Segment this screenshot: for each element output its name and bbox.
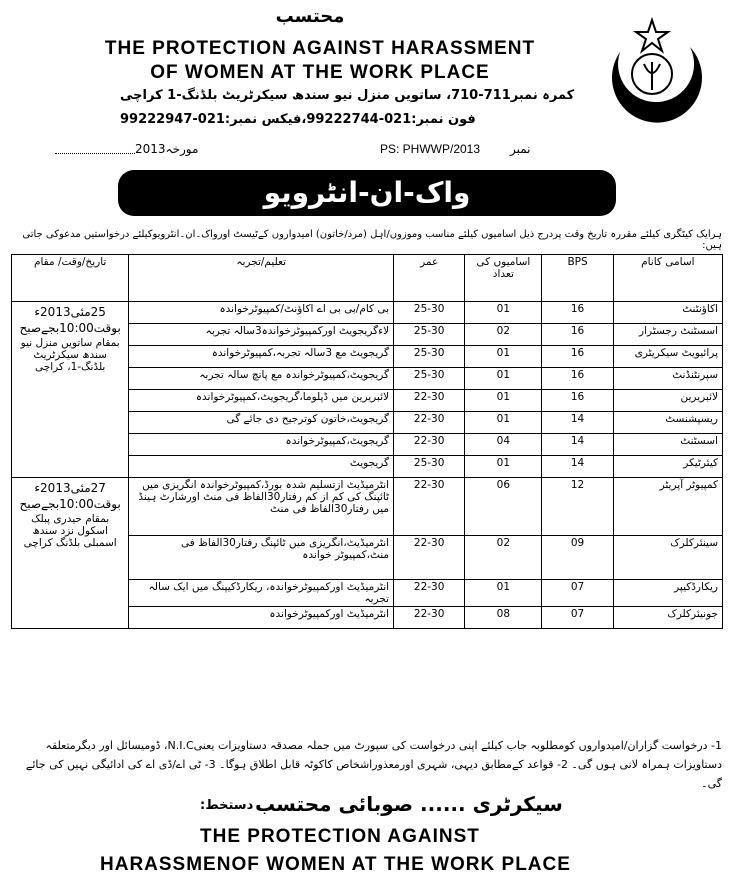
org-title-line2: OF WOMEN AT THE WORK PLACE bbox=[150, 62, 490, 83]
seats-cell: 01 bbox=[465, 368, 542, 390]
qualification-cell: انٹرمیڈیٹ اورکمپیوٹرخواندہ، ریکارڈکیپنگ میں ایک سالہ تجربہ bbox=[129, 580, 394, 607]
org-title-line1: THE PROTECTION AGAINST HARASSMENT bbox=[104, 38, 536, 59]
venue-place: بمقام ساتویں منزل نیو سندھ سیکرٹریٹ بلڈنگ-1، کراچی bbox=[20, 337, 120, 373]
notes-text: 1- درخواست گزاران/امیدواروں کومطلوبہ جاب کیلئے اپنی درخواست کی سپورٹ میں جملہ مصدقہ دستاویزات یعنیN.I.C، ڈومیسائل اور دیگرمتعلقہ دستاویزات ہمراہ لانی ہوں گی۔ 2- قواعد کےمطابق دیہی، شہری اورمعذوراشخاص کاکوٹہ قابل اطلاق ہوگا۔ 3- ٹی اے/ڈی اے کی ادائیگی نہیں کی جائے گی۔ bbox=[25, 739, 722, 790]
header-post: اسامی کانام bbox=[613, 255, 722, 302]
date-blank-line bbox=[55, 153, 135, 154]
post-name-cell: پرائیویٹ سیکریٹری bbox=[613, 346, 722, 368]
post-name-cell: ریسپشنسٹ bbox=[613, 412, 722, 434]
venue-date: 25مئی2013ء bbox=[34, 305, 106, 319]
address-urdu: کمرہ نمبر711-710، ساتویں منزل نیو سندھ سیکرٹریٹ بلڈنگ-1 کراچی bbox=[120, 88, 575, 103]
venue-cell-group1 bbox=[12, 302, 129, 478]
header-qualification: تعلیم/تجربہ bbox=[129, 255, 394, 302]
qualification-cell: گریجویٹ،کمپیوٹرخواندہ مع پانچ سالہ تجربہ bbox=[129, 368, 394, 390]
jobs-table bbox=[11, 254, 723, 629]
signature-label: دستخط: bbox=[200, 798, 254, 813]
venue-time: بوقت10:00بجےصبح bbox=[19, 497, 121, 511]
seats-cell: 01 bbox=[465, 580, 542, 607]
age-cell: 22-30 bbox=[394, 580, 465, 607]
qualification-cell: گریجویٹ،کمپیوٹرخواندہ bbox=[129, 434, 394, 456]
phone-fax-urdu: فون نمبر:021-99222744،فیکس نمبر:021-99222947 bbox=[120, 112, 476, 127]
bps-cell: 07 bbox=[542, 580, 613, 607]
qualification-cell: گریجویٹ bbox=[129, 456, 394, 478]
post-name-cell: کمپیوٹر آپریٹر bbox=[613, 478, 722, 536]
header-age: عمر bbox=[394, 255, 465, 302]
footer-org-line2: HARASSMENOF WOMEN AT THE WORK PLACE bbox=[100, 854, 571, 875]
seats-cell: 01 bbox=[465, 346, 542, 368]
post-name-cell: سینئرکلرک bbox=[613, 536, 722, 580]
bps-cell: 16 bbox=[542, 368, 613, 390]
reference-label-urdu: نمبر bbox=[510, 142, 531, 156]
table-row bbox=[12, 478, 723, 536]
bps-cell: 16 bbox=[542, 324, 613, 346]
header-seats: اسامیوں کی تعداد bbox=[465, 255, 542, 302]
venue-place: بمقام حیدری پبلک اسکول نزد سندھ اسمبلی بلڈنگ کراچی bbox=[23, 513, 117, 549]
table-row bbox=[12, 302, 723, 324]
government-emblem-icon bbox=[590, 12, 710, 132]
age-cell: 22-30 bbox=[394, 478, 465, 536]
age-cell: 22-30 bbox=[394, 412, 465, 434]
office-title-urdu: محتسب bbox=[275, 6, 345, 27]
venue-time: بوقت10:00بجےصبح bbox=[19, 321, 121, 335]
intro-text: ہرایک کیٹگری کیلئے مقررہ تاریخ وقت پردرج ذیل اسامیوں کیلئے مناسب وموزوں/اہل (مرد/خاتون) امیدواروں کےٹیسٹ اورواک۔ان۔انٹرویوکیلئے درخواستیں مدعوکی جاتی ہیں: bbox=[22, 229, 722, 251]
age-cell: 25-30 bbox=[394, 456, 465, 478]
age-cell: 22-30 bbox=[394, 536, 465, 580]
post-name-cell: اکاؤنٹنٹ bbox=[613, 302, 722, 324]
signatory-urdu: سیکرٹری ...... صوبائی محتسب bbox=[255, 792, 563, 816]
post-name-cell: لائبریرین bbox=[613, 390, 722, 412]
post-name-cell: جونیئرکلرک bbox=[613, 607, 722, 629]
age-cell: 22-30 bbox=[394, 390, 465, 412]
footer-org-line1: THE PROTECTION AGAINST bbox=[200, 826, 480, 847]
seats-cell: 04 bbox=[465, 434, 542, 456]
seats-cell: 01 bbox=[465, 412, 542, 434]
date-urdu: مورخہ2013 bbox=[135, 142, 199, 156]
bps-cell: 09 bbox=[542, 536, 613, 580]
bps-cell: 14 bbox=[542, 434, 613, 456]
age-cell: 25-30 bbox=[394, 324, 465, 346]
post-name-cell: ریکارڈکیپر bbox=[613, 580, 722, 607]
qualification-cell: بی کام/بی بی اے اکاؤنٹ/کمپیوٹرخواندہ bbox=[129, 302, 394, 324]
bps-cell: 12 bbox=[542, 478, 613, 536]
header-bps: BPS bbox=[542, 255, 613, 302]
seats-cell: 08 bbox=[465, 607, 542, 629]
venue-date: 27مئی2013ء bbox=[34, 481, 106, 495]
age-cell: 22-30 bbox=[394, 607, 465, 629]
bps-cell: 07 bbox=[542, 607, 613, 629]
reference-number: PS: PHWWP/2013 bbox=[380, 142, 481, 156]
header-date: تاریخ/وقت/ مقام bbox=[12, 255, 129, 302]
table-header-row bbox=[12, 255, 723, 302]
seats-cell: 01 bbox=[465, 302, 542, 324]
age-cell: 25-30 bbox=[394, 368, 465, 390]
bps-cell: 16 bbox=[542, 346, 613, 368]
seats-cell: 02 bbox=[465, 536, 542, 580]
post-name-cell: اسسٹنٹ رجسٹرار bbox=[613, 324, 722, 346]
qualification-cell: انٹرمیڈیٹ،انگریزی میں ٹائپنگ رفتار30الفاظ فی منٹ،کمپیوٹر خواندہ bbox=[129, 536, 394, 580]
qualification-cell: لاءگریجویٹ اورکمپیوٹرخواندہ3سالہ تجربہ bbox=[129, 324, 394, 346]
age-cell: 25-30 bbox=[394, 346, 465, 368]
bps-cell: 16 bbox=[542, 302, 613, 324]
bps-cell: 14 bbox=[542, 412, 613, 434]
qualification-cell: گریجویٹ مع 3سالہ تجربہ،کمپیوٹرخواندہ bbox=[129, 346, 394, 368]
seats-cell: 01 bbox=[465, 390, 542, 412]
seats-cell: 02 bbox=[465, 324, 542, 346]
seats-cell: 01 bbox=[465, 456, 542, 478]
post-name-cell: اسسٹنٹ bbox=[613, 434, 722, 456]
post-name-cell: سپرنٹنڈنٹ bbox=[613, 368, 722, 390]
seats-cell: 06 bbox=[465, 478, 542, 536]
qualification-cell: لائبریرین میں ڈپلوما،گریجویٹ،کمپیوٹرخواندہ bbox=[129, 390, 394, 412]
qualification-cell: انٹرمیڈیٹ اورکمپیوٹرخواندہ bbox=[129, 607, 394, 629]
venue-cell-group2 bbox=[12, 478, 129, 629]
walk-in-interview-banner: واک-ان-انٹرویو bbox=[118, 170, 616, 216]
age-cell: 25-30 bbox=[394, 302, 465, 324]
age-cell: 22-30 bbox=[394, 434, 465, 456]
bps-cell: 14 bbox=[542, 456, 613, 478]
bps-cell: 16 bbox=[542, 390, 613, 412]
post-name-cell: کیئرٹیکر bbox=[613, 456, 722, 478]
qualification-cell: انٹرمیڈیٹ ازتسلیم شدہ بورڈ،کمپیوٹرخواندہ انگریزی میں ٹائپنگ کی کم از کم رفتار30الفاظ فی منٹ اورشارٹ ہینڈ میں رفتار30الفاظ فی منٹ bbox=[129, 478, 394, 536]
qualification-cell: گریجویٹ،خاتون کوترجیح دی جائے گی bbox=[129, 412, 394, 434]
